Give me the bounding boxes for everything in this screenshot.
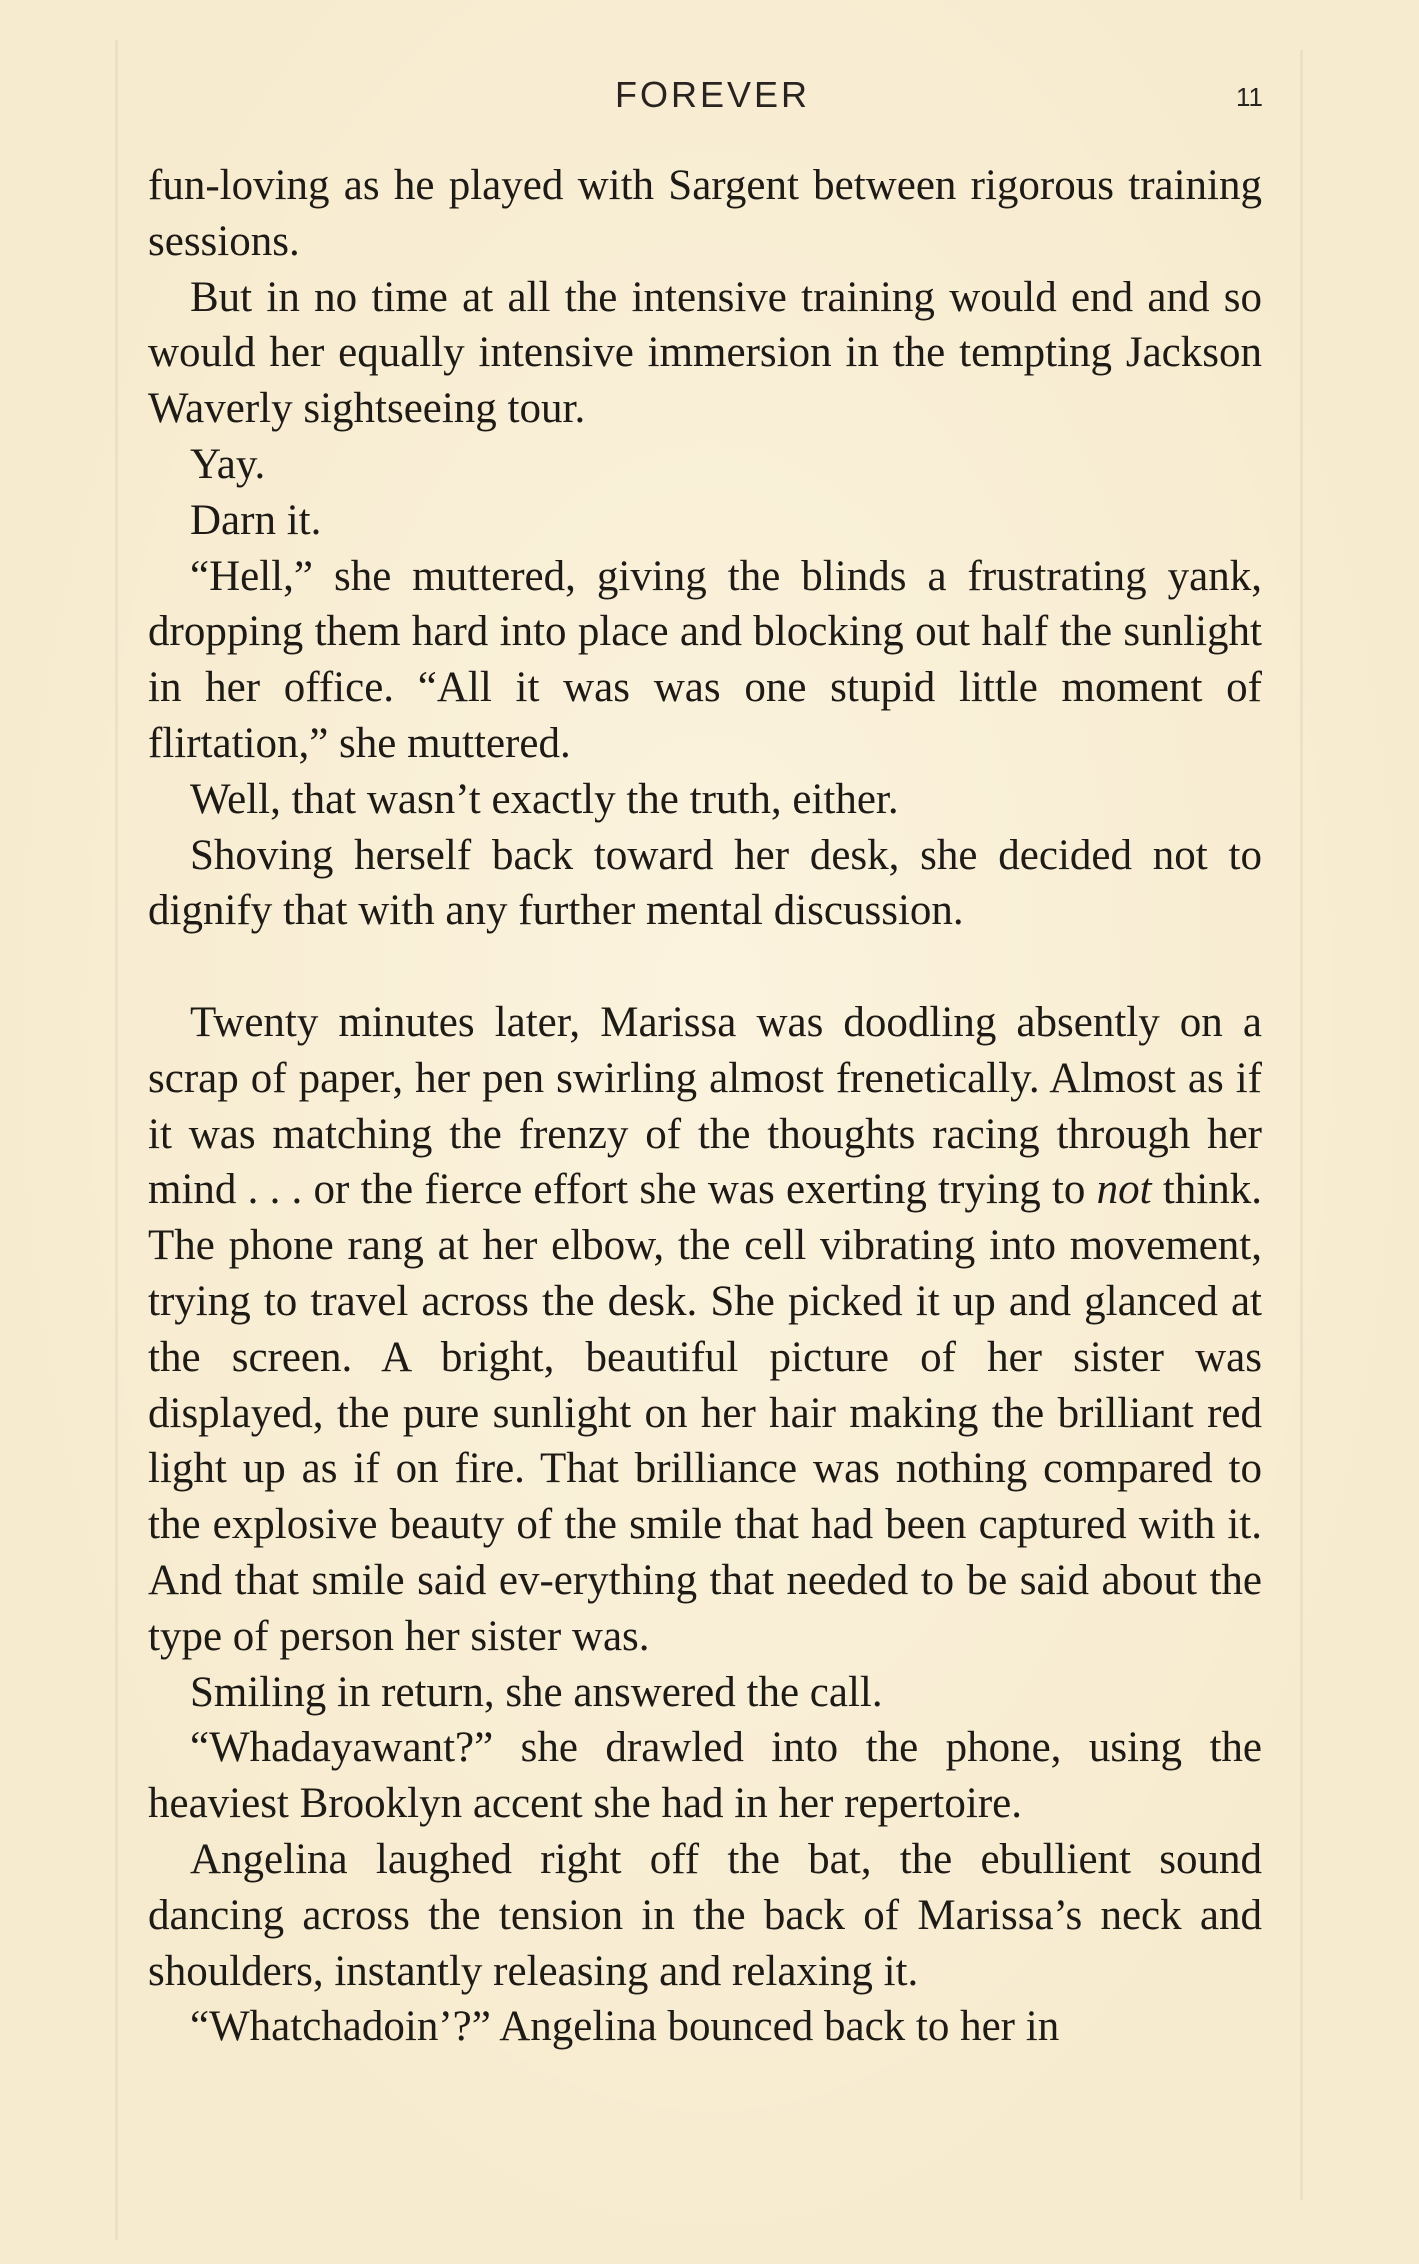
paragraph-text: think. The phone rang at her elbow, the cell vibrating into movement, trying to travel across the desk. She picked it up and glanced at the screen. A bright, beautiful picture of her sister was displayed, the pure sunlight on her hair making the brilliant red light up as if on fire. That brilliance was nothing compared to the explosive beauty of the smile that had been captured with it. And that smile said ev-erything that needed to be said about the type of person her sister was. [148,1166,1262,1660]
body-text [148,158,1262,2055]
paragraph: “Whadayawant?” she drawled into the phone, using the heaviest Brooklyn accent she had in her repertoire. [148,1724,1262,1828]
paragraph-section-start [148,995,1262,1665]
paragraph: Yay. [190,440,266,488]
paragraph: “Whatchadoin’?” Angelina bounced back to her in [190,2003,1060,2051]
paragraph: Well, that wasn’t exactly the truth, either. [190,775,899,823]
page-number: 11 [1236,82,1263,112]
paragraph-continued: fun-loving as he played with Sargent between rigorous training sessions. [148,162,1262,265]
paragraph-text: Twenty minutes later, Marissa was doodling absently on a scrap of paper, her pen swirling almost frenetically. Almost as if it was matching the frenzy of the thoughts racing through her mind . . . or the fierce effort she was exerting trying to [148,998,1262,1214]
show-through-line-left [115,40,118,2240]
paragraph: Darn it. [190,496,322,544]
paragraph: “Hell,” she muttered, giving the blinds a frustrating yank, dropping them hard into place and blocking out half the sunlight in her office. “All it was was one stupid little moment of flirtation,” she muttered. [148,552,1262,767]
running-head [0,68,1419,118]
emphasized-word: not [1096,1166,1152,1214]
running-title: FOREVER [615,74,811,115]
paragraph: Shoving herself back toward her desk, she decided not to dignify that with any further mental discussion. [148,831,1262,935]
show-through-line-right [1300,50,1303,2200]
paragraph: Angelina laughed right off the bat, the ebullient sound dancing across the tension in the back of Marissa’s neck and shoulders, instantly releasing and relaxing it. [148,1835,1262,1995]
paragraph: But in no time at all the intensive training would end and so would her equally intensive immersion in the tempting Jackson Waverly sightseeing tour. [148,273,1262,433]
paragraph: Smiling in return, she answered the call. [190,1668,883,1716]
